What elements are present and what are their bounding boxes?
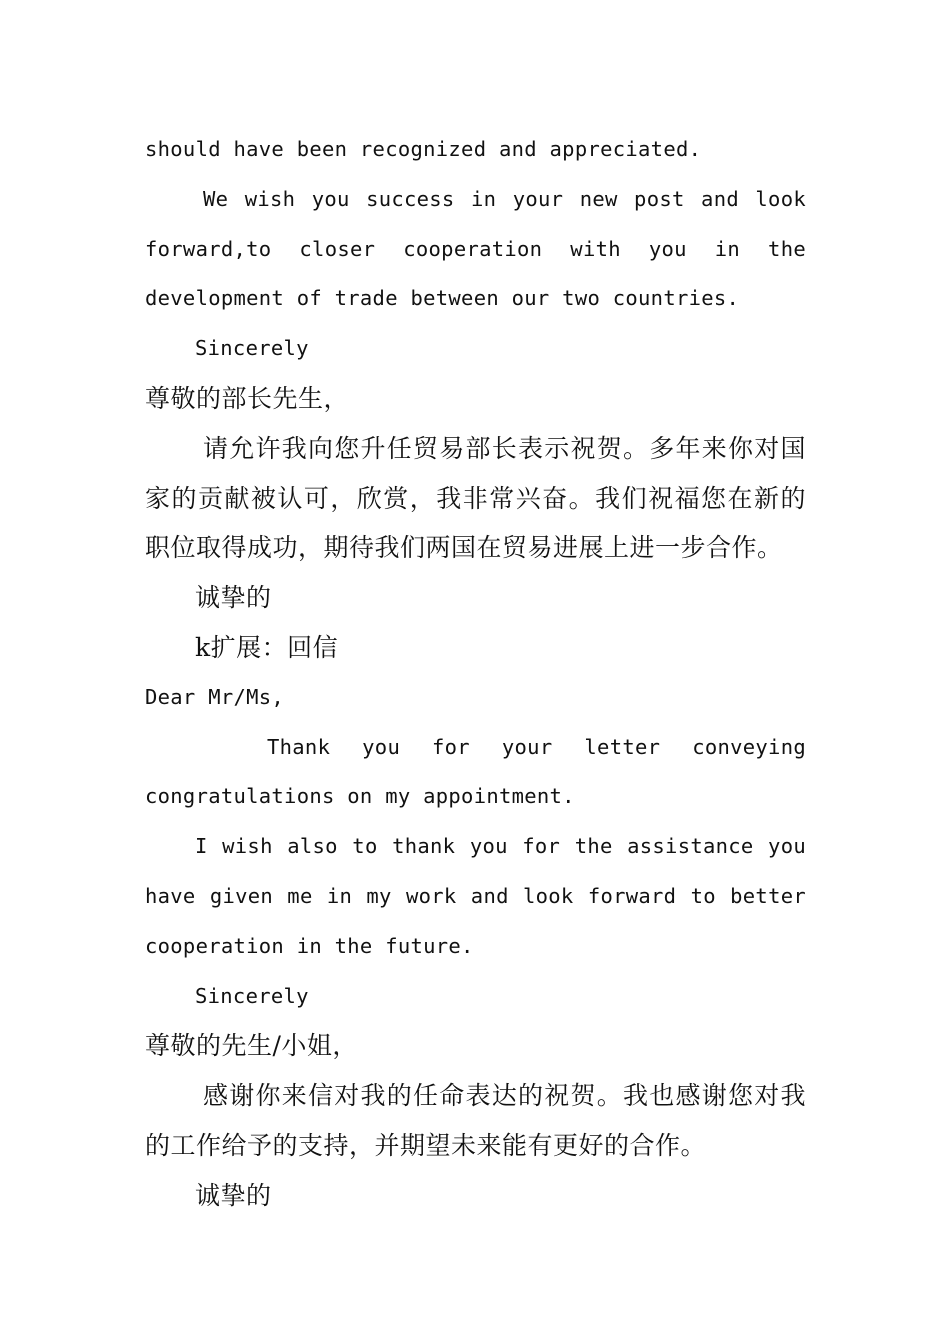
letter-text-line: forward,to closer cooperation with you in the <box>145 236 806 261</box>
letter-text-line: congratulations on my appointment. <box>145 784 575 809</box>
letter-salutation: Dear Mr/Ms, <box>145 684 285 709</box>
letter-text-line: 职位取得成功，期待我们两国在贸易进展上进一步合作。 <box>145 533 783 563</box>
letter-closing: Sincerely <box>195 336 309 361</box>
letter-text-line: 家的贡献被认可，欣赏，我非常兴奋。我们祝福您在新的 <box>145 483 806 513</box>
document-page <box>145 125 806 1221</box>
letter-text-line: cooperation in the future. <box>145 933 474 958</box>
section-heading: k扩展：回信 <box>195 632 339 662</box>
letter-salutation: 尊敬的部长先生， <box>145 383 350 413</box>
letter-text-line: I wish also to thank you for the assistance you <box>195 834 806 859</box>
letter-closing: Sincerely <box>195 983 309 1008</box>
letter-text-line: should have been recognized and appreciated. <box>145 137 702 161</box>
letter-text-line: Thank you for your letter conveying <box>267 734 806 759</box>
letter-text-line: 请允许我向您升任贸易部长表示祝贺。多年来你对国 <box>203 433 806 463</box>
letter-text-line: We wish you success in your new post and look <box>203 186 806 211</box>
letter-text-line: have given me in my work and look forward to better <box>145 883 806 908</box>
letter-text-line: 的工作给予的支持，并期望未来能有更好的合作。 <box>145 1130 707 1160</box>
letter-closing: 诚挚的 <box>195 1180 272 1210</box>
letter-closing: 诚挚的 <box>195 583 272 613</box>
letter-text-line: development of trade between our two countries. <box>145 286 740 311</box>
letter-salutation: 尊敬的先生/小姐， <box>145 1031 358 1061</box>
letter-text-line: 感谢你来信对我的任命表达的祝贺。我也感谢您对我 <box>203 1081 806 1111</box>
